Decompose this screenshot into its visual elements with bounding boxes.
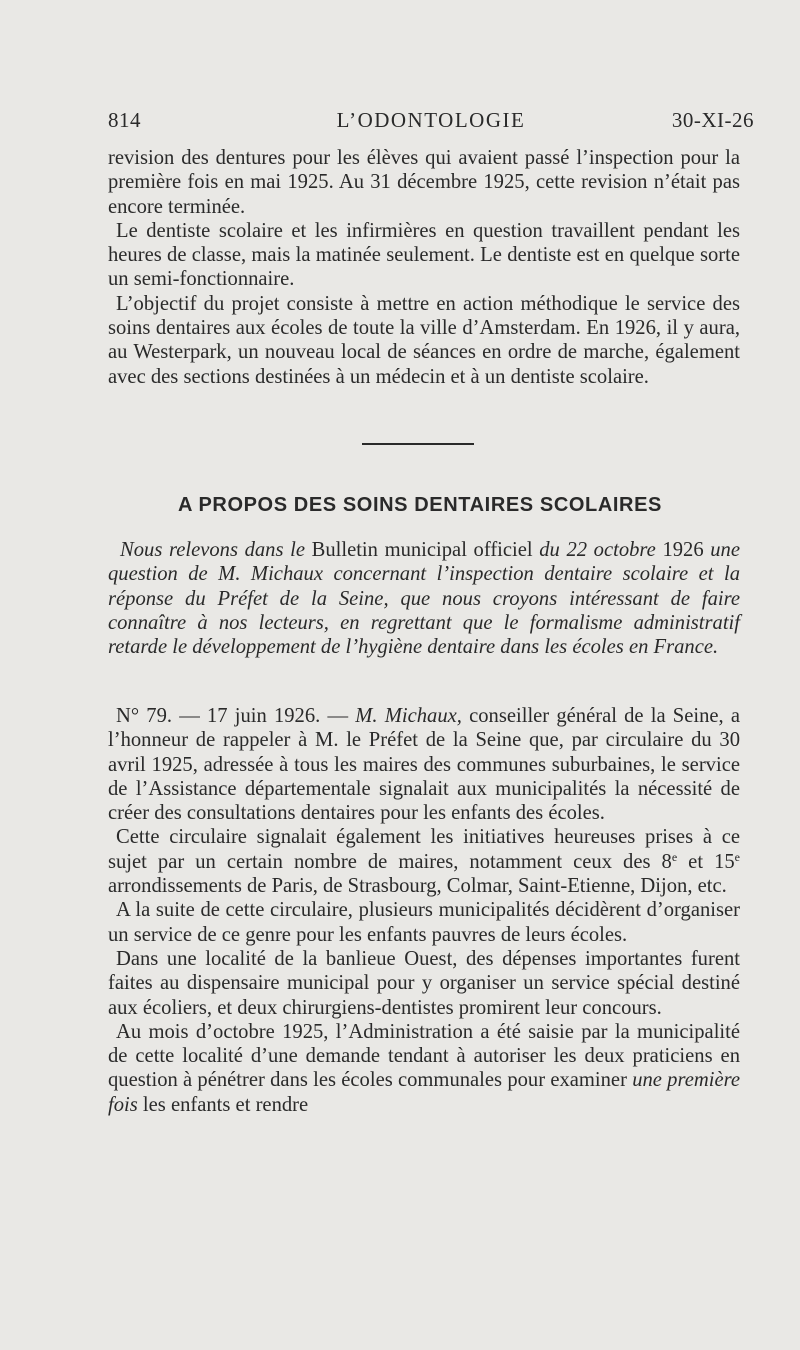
intro-text: une question de M. Michaux concernant l’inspection dentaire scolaire et la réponse du Préfet de la Seine, que nous croyons intéressant de faire connaître à nos lecteurs, en regrettant que le formalisme administratif retarde le développement de l’hygiène dentaire dans les écoles en France. — [108, 539, 740, 659]
intro-text: du 22 octobre — [532, 539, 663, 561]
article-heading: A PROPOS DES SOINS DENTAIRES SCOLAIRES — [178, 494, 662, 516]
paragraph: Le dentiste scolaire et les infirmières en question travaillent pendant les heures de classe, mais la matinée seulement. Le dentiste est en quelque sorte un semi-fonctionnaire. — [108, 219, 740, 291]
question-text: conseiller général de la Seine, a l’honneur de rappeler à M. le Préfet de la Seine que, par circulaire du 30 avril 1925, adressée à tous les maires des communes suburbaines, le service de l’Assistance départementale signalait aux municipalités la nécessité de créer des consultations dentaires pour les enfants des écoles. — [108, 705, 740, 825]
superscript: e — [671, 849, 678, 864]
question-paragraph — [108, 704, 740, 825]
intro-text: Nous relevons dans le — [120, 539, 312, 561]
article-body — [108, 704, 740, 1117]
continued-text — [108, 146, 740, 389]
bulletin-title: Bulletin municipal officiel — [311, 539, 533, 561]
superscript: e — [734, 849, 740, 864]
paragraph: A la suite de cette circulaire, plusieurs municipalités décidèrent d’organiser un service de ce genre pour les enfants pauvres de leurs écoles. — [108, 899, 740, 946]
paragraph: L’objectif du projet consiste à mettre en action méthodique le service des soins dentaires aux écoles de toute la ville d’Amsterdam. En 1926, il y aura, au Westerpark, un nouveau local de séances en ordre de marche, également avec des sections destinées à un médecin et à un dentiste scolaire. — [108, 292, 740, 388]
section-divider — [362, 443, 474, 445]
journal-title: L’ODONTOLOGIE — [336, 108, 526, 132]
text-run: les enfants et rendre — [137, 1093, 309, 1116]
question-author: M. Michaux, — [355, 705, 462, 727]
issue-date: 30-XI-26 — [671, 108, 754, 132]
paragraph: Dans une localité de la banlieue Ouest, des dépenses importantes furent faites au dispensaire municipal pour y organiser un service spécial destiné aux écoliers, et deux chirurgiens-dentistes promirent leur concours. — [108, 947, 740, 1019]
paragraph — [108, 1020, 740, 1117]
running-header — [108, 108, 754, 138]
emphasis: une première fois — [108, 1069, 740, 1116]
intro-paragraph — [108, 538, 740, 659]
intro-year: 1926 — [662, 539, 704, 561]
page-number: 814 — [108, 108, 141, 132]
text-run: Cette circulaire signalait également les initiatives heureuses prises à ce sujet par un certain nombre de maires, notamment ceux des 8 — [108, 826, 740, 873]
paragraph — [108, 825, 740, 898]
text-run: Au mois d’octobre 1925, l’Administration a été saisie par la municipalité de cette localité d’une demande tendant à autoriser les deux praticiens en question à pénétrer dans les écoles communales pour examiner — [108, 1020, 740, 1092]
text-run: arrondissements de Paris, de Strasbourg, Colmar, Saint-Etienne, Dijon, etc. — [108, 875, 727, 898]
text-run: et 15 — [677, 850, 735, 873]
question-number: N° 79. — 17 juin 1926. — — [116, 705, 356, 727]
paragraph: revision des dentures pour les élèves qui avaient passé l’inspection pour la première fois en mai 1925. Au 31 décembre 1925, cette revision n’était pas encore terminée. — [108, 147, 740, 218]
article-intro — [108, 538, 740, 659]
